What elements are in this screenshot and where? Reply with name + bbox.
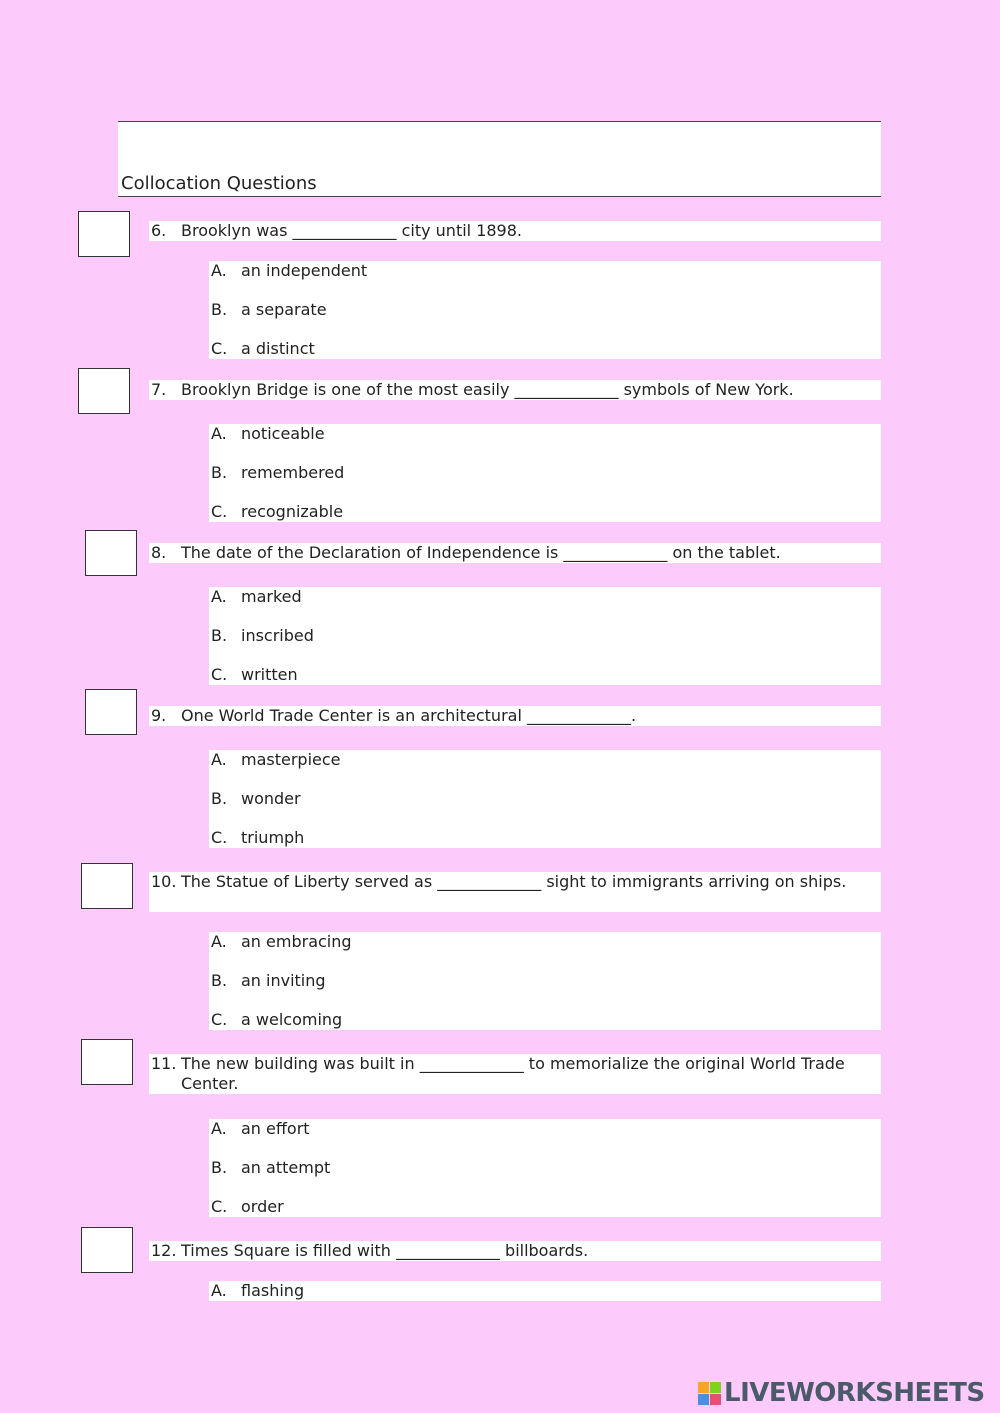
option-text: written — [241, 665, 298, 684]
question-8 — [149, 543, 881, 563]
option-text: a welcoming — [241, 1010, 343, 1029]
option-text: recognizable — [241, 502, 344, 521]
option-letter: C. — [211, 502, 228, 521]
answer-box-9[interactable] — [85, 689, 137, 735]
option-letter: A. — [211, 424, 227, 443]
option-text: order — [241, 1197, 284, 1216]
option-text: an inviting — [241, 971, 326, 990]
option-letter: C. — [211, 828, 228, 847]
answer-box-11[interactable] — [81, 1039, 133, 1085]
option-text: an embracing — [241, 932, 352, 951]
option-letter: C. — [211, 339, 228, 358]
options-12 — [209, 1281, 881, 1301]
liveworksheets-watermark — [698, 1378, 985, 1408]
answer-box-8[interactable] — [85, 530, 137, 576]
option-text: noticeable — [241, 424, 325, 443]
header-block — [118, 121, 881, 197]
liveworksheets-logo-icon — [698, 1382, 721, 1405]
question-7 — [149, 380, 881, 400]
option-text: a distinct — [241, 339, 315, 358]
option-letter: C. — [211, 1197, 228, 1216]
question-6 — [149, 221, 881, 241]
option-text: an effort — [241, 1119, 310, 1138]
answer-box-12[interactable] — [81, 1227, 133, 1273]
option-letter: B. — [211, 789, 228, 808]
logo-square — [698, 1394, 709, 1405]
option-text: a separate — [241, 300, 327, 319]
question-number: 12. — [151, 1241, 177, 1260]
option-letter: A. — [211, 750, 227, 769]
question-11 — [149, 1054, 881, 1094]
question-12 — [149, 1241, 881, 1261]
option-letter: A. — [211, 1119, 227, 1138]
option-text: remembered — [241, 463, 345, 482]
question-text: The Statue of Liberty served as _____________ sight to immigrants arriving on ships. — [181, 872, 847, 891]
options-6 — [209, 261, 881, 359]
options-10 — [209, 932, 881, 1030]
option-text: masterpiece — [241, 750, 341, 769]
option-text: triumph — [241, 828, 305, 847]
option-text: an attempt — [241, 1158, 331, 1177]
question-number: 8. — [151, 543, 167, 562]
option-letter: B. — [211, 463, 228, 482]
option-letter: B. — [211, 1158, 228, 1177]
option-letter: A. — [211, 261, 227, 280]
option-letter: B. — [211, 300, 228, 319]
answer-box-10[interactable] — [81, 863, 133, 909]
option-letter: B. — [211, 626, 228, 645]
logo-square — [698, 1382, 709, 1393]
logo-square — [710, 1382, 721, 1393]
question-text: Brooklyn Bridge is one of the most easily _____________ symbols of New York. — [181, 380, 794, 399]
question-number: 10. — [151, 872, 177, 891]
logo-square — [710, 1394, 721, 1405]
question-10 — [149, 872, 881, 912]
option-text: an independent — [241, 261, 368, 280]
option-letter: A. — [211, 1281, 227, 1300]
question-text: One World Trade Center is an architectural _____________. — [181, 706, 637, 725]
question-number: 6. — [151, 221, 167, 240]
question-text: Brooklyn was _____________ city until 1898. — [181, 221, 522, 240]
option-text: marked — [241, 587, 302, 606]
brand-text: LIVEWORKSHEETS — [724, 1378, 985, 1408]
question-number: 9. — [151, 706, 167, 725]
option-letter: C. — [211, 665, 228, 684]
options-9 — [209, 750, 881, 848]
question-text: The new building was built in _____________ to memorialize the original World Trade Center. — [181, 1054, 845, 1093]
option-text: inscribed — [241, 626, 314, 645]
option-letter: A. — [211, 932, 227, 951]
option-letter: A. — [211, 587, 227, 606]
question-number: 11. — [151, 1054, 177, 1073]
options-8 — [209, 587, 881, 685]
question-text: Times Square is filled with _____________ billboards. — [181, 1241, 589, 1260]
option-letter: C. — [211, 1010, 228, 1029]
options-7 — [209, 424, 881, 522]
options-11 — [209, 1119, 881, 1217]
option-letter: B. — [211, 971, 228, 990]
option-text: flashing — [241, 1281, 305, 1300]
answer-box-7[interactable] — [78, 368, 130, 414]
answer-box-6[interactable] — [78, 211, 130, 257]
page-title: Collocation Questions — [121, 173, 317, 194]
question-9 — [149, 706, 881, 726]
option-text: wonder — [241, 789, 301, 808]
question-number: 7. — [151, 380, 167, 399]
question-text: The date of the Declaration of Independence is _____________ on the tablet. — [181, 543, 781, 562]
